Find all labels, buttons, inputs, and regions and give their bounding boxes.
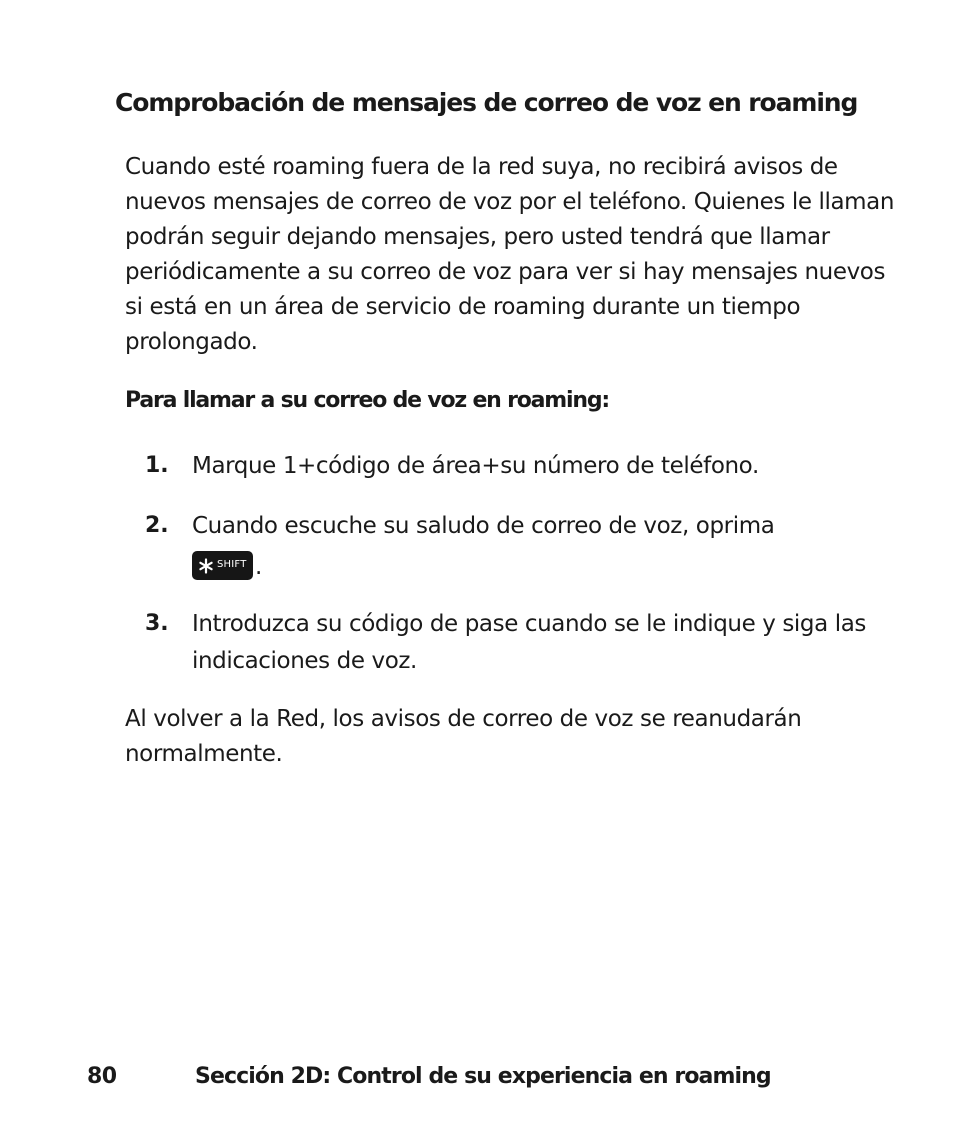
step-content	[192, 508, 892, 582]
step-text: Marque 1+código de área+su número de teléfono.	[192, 453, 759, 479]
key-line	[192, 545, 892, 582]
step-text: Cuando escuche su saludo de correo de voz, oprima	[192, 513, 775, 539]
page-number: 80	[87, 1064, 117, 1089]
shift-key-label: SHIFT	[217, 559, 247, 570]
asterisk-icon	[198, 558, 214, 574]
step-number: 2.	[145, 513, 169, 538]
procedure-heading: Para llamar a su correo de voz en roaming:	[125, 388, 609, 413]
shift-key-icon	[192, 551, 253, 580]
section-heading: Comprobación de mensajes de correo de voz en roaming	[115, 88, 858, 117]
step-number: 3.	[145, 611, 169, 636]
footer-section-title: Sección 2D: Control de su experiencia en roaming	[195, 1064, 771, 1089]
step-text: Introduzca su código de pase cuando se le indique y siga las indicaciones de voz.	[192, 611, 866, 674]
step-number: 1.	[145, 453, 169, 478]
closing-paragraph: Al volver a la Red, los avisos de correo de voz se reanudarán normalmente.	[125, 706, 802, 767]
intro-paragraph: Cuando esté roaming fuera de la red suya, no recibirá avisos de nuevos mensajes de correo de voz por el teléfono. Quienes le llaman podrán seguir dejando mensajes, pero usted tendrá que llamar periódicamente a su correo de voz para ver si hay mensajes nuevos si está en un área de servicio de roaming durante un tiempo prolongado.	[125, 154, 895, 355]
step-period: .	[255, 554, 262, 580]
